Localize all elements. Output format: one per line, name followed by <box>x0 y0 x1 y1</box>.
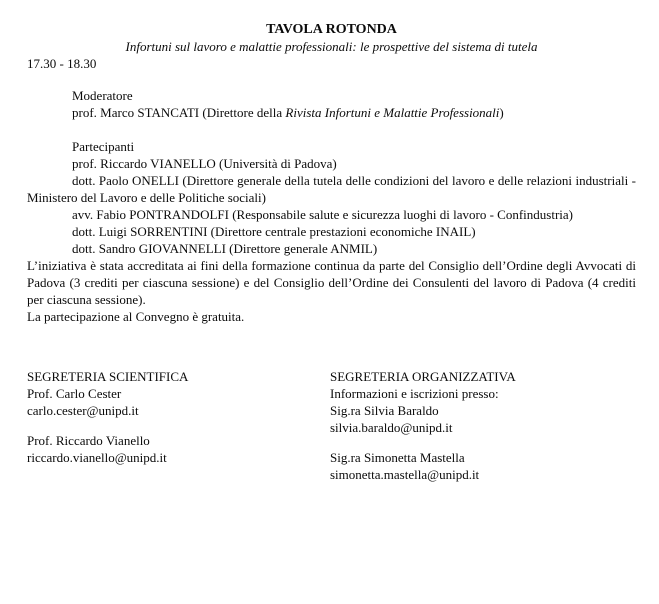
participant-item: dott. Luigi SORRENTINI (Direttore centrale prestazioni economiche INAIL) <box>72 224 476 239</box>
page-title: TAVOLA ROTONDA <box>266 22 397 37</box>
participants-heading: Partecipanti <box>72 139 135 154</box>
page-subtitle: Infortuni sul lavoro e malattie professionali: le prospettive del sistema di tutela <box>125 39 538 54</box>
contact-email: riccardo.vianello@unipd.it <box>27 450 167 465</box>
moderator-heading: Moderatore <box>72 88 133 103</box>
contact-entry <box>27 385 330 419</box>
moderator-block <box>27 87 636 121</box>
contact-entry <box>330 402 636 436</box>
free-participation-line: La partecipazione al Convegno è gratuita. <box>27 309 245 324</box>
participant-item: dott. Sandro GIOVANNELLI (Direttore generale ANMIL) <box>72 241 378 256</box>
participant-item: avv. Fabio PONTRANDOLFI (Responsabile salute e sicurezza luoghi di lavoro - Confindustria) <box>72 207 574 222</box>
contact-email: simonetta.mastella@unipd.it <box>330 467 480 482</box>
moderator-line <box>27 104 636 121</box>
contact-entry <box>330 449 636 483</box>
organizing-secretariat-heading: SEGRETERIA ORGANIZZATIVA <box>330 369 516 384</box>
moderator-line-closing: ) <box>499 105 504 120</box>
journal-title: Rivista Infortuni e Malattie Professionali <box>285 105 500 120</box>
contact-name: Sig.ra Simonetta Mastella <box>330 450 465 465</box>
participants-block <box>27 138 636 257</box>
contact-name: Prof. Riccardo Vianello <box>27 433 150 448</box>
contact-email: carlo.cester@unipd.it <box>27 403 139 418</box>
participant-item: prof. Riccardo VIANELLO (Università di Padova) <box>72 156 337 171</box>
contact-entry <box>27 432 330 466</box>
accreditation-paragraph: L’iniziativa è stata accreditata ai fini della formazione continua da parte del Consiglio dell’Ordine degli Avvocati di Padova (3 crediti per ciascuna sessione) e del Consiglio dell’Ordine dei Consulenti del lavoro di Padova (4 crediti per ciascuna sessione). <box>27 258 636 307</box>
session-time: 17.30 - 18.30 <box>27 56 97 71</box>
moderator-line-text: prof. Marco STANCATI (Direttore della <box>72 105 286 120</box>
contact-name: Sig.ra Silvia Baraldo <box>330 403 439 418</box>
participant-item: dott. Paolo ONELLI (Direttore generale della tutela delle condizioni del lavoro e delle relazioni industriali - Ministero del Lavoro e delle Politiche sociali) <box>27 173 636 205</box>
scientific-secretariat-column <box>27 368 330 483</box>
contact-name: Prof. Carlo Cester <box>27 386 122 401</box>
scientific-secretariat-heading: SEGRETERIA SCIENTIFICA <box>27 369 189 384</box>
organizing-secretariat-column <box>330 368 636 483</box>
secretariats-section <box>27 368 636 483</box>
info-registration-line: Informazioni e iscrizioni presso: <box>330 386 499 401</box>
contact-email: silvia.baraldo@unipd.it <box>330 420 453 435</box>
